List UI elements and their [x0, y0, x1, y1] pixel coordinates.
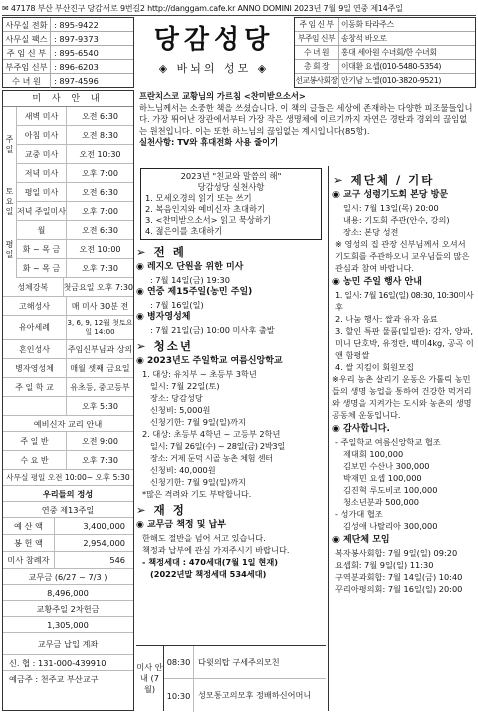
groups-detail: 1. 일시: 7월 16일(일) 08:30, 10:30미사 후: [335, 290, 474, 312]
staff-row: [295, 74, 475, 88]
mass-row: [3, 164, 133, 183]
mass-intention-table: [136, 645, 326, 711]
liturgy-item-detail: : 7월 14일(금) 19:30: [150, 275, 230, 285]
youth-detail: 장소: 거제 둔덕 시골 농촌 체험 센터: [150, 453, 273, 463]
thanks-detail: 청소년분과 500,000: [343, 497, 420, 507]
youth-detail: 신청기한: 7월 9일(일)까지: [150, 477, 246, 487]
contact-label: 사무실 전화: [3, 18, 51, 31]
sacrament-row: [3, 278, 133, 297]
meetings-title: ◉ 제단체 모임: [332, 535, 390, 545]
contact-value: : 897-9373: [54, 34, 99, 44]
catechumen-heading: 예비신자 교리 안내: [3, 416, 133, 432]
parish-name: 당감성당: [153, 25, 275, 55]
sacrament-row: [3, 316, 133, 340]
finance-detail: - 책정세대 : 470세대(7월 1일 현재): [142, 557, 278, 567]
papal-teaching-box: [136, 90, 476, 164]
offering-row: [3, 552, 133, 569]
mass-time: 오전 10:30: [79, 149, 121, 159]
thanks-detail: 김보민 수산나 300,000: [343, 461, 430, 471]
offering-label: 예 산 액: [3, 518, 55, 534]
thanks-title: ◉ 감사합니다.: [332, 424, 390, 434]
mass-time: 오후 7:00: [82, 206, 118, 216]
youth-detail: 신청비: 40,000원: [150, 465, 216, 475]
bulletin-header-line: ✉ 47178 부산 부산진구 당감서로 9번길2 http://danggam.cafe.kr ANNO DOMINI 2023년 7월 9일 연중 제14주일: [2, 2, 476, 16]
staff-label: 선교봉사회장: [295, 74, 339, 88]
youth-detail: *많은 격려와 기도 부탁합니다.: [142, 489, 252, 499]
staff-row: [295, 32, 475, 46]
thanks-detail: 김진혁 루도비코 100,000: [343, 485, 438, 495]
mass-name: 화 ~ 목 금: [17, 259, 67, 277]
year-theme-box: [140, 168, 322, 240]
sacrament-name: 혼인성사: [3, 340, 67, 358]
mass-intention-time: 10:30: [164, 679, 194, 712]
mass-time: 오전 8:30: [82, 130, 118, 140]
arrow-icon: ➢: [136, 245, 154, 259]
thanks-detail: 박재민 요셉 100,000: [343, 473, 422, 483]
account-number: 신. 협 : 131-000-439910: [3, 655, 133, 671]
contact-row: [3, 60, 133, 74]
office-hours: 사무실 평일 오전 10:00~ 오후 5:30: [3, 470, 133, 486]
mass-row: [3, 145, 133, 164]
finance-detail: 책정과 납부에 관심 가져주시기 바랍니다.: [142, 545, 290, 555]
catechumen-class: 수 요 반: [3, 451, 67, 469]
sacrament-time: 첫금요일 오후 7:30: [63, 282, 133, 292]
finance-section-title: ➢ 재 정: [136, 503, 186, 517]
sacrament-name: 고해성사: [3, 297, 67, 315]
mass-time: 오전 10:00: [79, 244, 121, 254]
meeting-detail: 복자봉사회합: 7월 9일(일) 09:20: [335, 548, 458, 558]
staff-label: 수 녀 원: [295, 46, 339, 59]
thanks-detail: - 주일학교 여름신앙학교 협조: [335, 437, 441, 447]
mass-intention-group: 성모통고의모후 정배하신어머니: [198, 690, 312, 700]
sacrament-time: 매 미사 30분 전: [71, 301, 129, 311]
mass-intention-row: [164, 646, 326, 679]
year-theme-subtitle: 당감성당 실천사항: [197, 182, 265, 192]
catechumen-class: 주 일 반: [3, 432, 67, 450]
groups-item-title: ◉ 농민 주일 행사 안내: [332, 277, 422, 287]
mass-row: [3, 221, 133, 240]
contact-value: : 896-6203: [54, 62, 99, 72]
offering-week: 연중 제13주일: [3, 502, 133, 518]
catechumen-row: [3, 432, 133, 451]
groups-detail: 장소: 본당 성전: [343, 227, 399, 237]
liturgy-item-detail: : 7월 16일(일): [150, 300, 204, 310]
mass-intention-label: 미사 안내 (7월): [136, 646, 164, 711]
sacrament-time: 3, 6, 9, 12월 첫토요일 14:00: [67, 318, 133, 336]
mass-schedule: [3, 107, 133, 278]
mass-name: 새벽 미사: [17, 107, 67, 125]
liturgy-item-title: ◉ 레지오 단원을 위한 미사: [136, 262, 244, 272]
arrow-icon: ➢: [136, 339, 154, 353]
staff-value: 홍대 세아원 수녀회/한 수녀회: [341, 48, 437, 57]
mass-name: 월: [17, 221, 67, 239]
mass-row: [3, 202, 133, 221]
staff-value: 안기남 노엘(010-3820-9521): [341, 76, 442, 85]
groups-detail: 4. 쌀 지킴이 회원모집: [335, 362, 414, 372]
sacrament-row: [3, 297, 133, 316]
mass-time: 오전 6:30: [82, 187, 118, 197]
sacrament-name: 주 일 학 교: [3, 378, 67, 396]
groups-note: ※우리 농촌 살리기 운동은 가톨릭 농민들의 생명 농업을 통하여 건강한 먹거리와 생명을 지켜가는 도시와 농촌의 생명 공동체 운동입니다.: [332, 374, 472, 420]
teaching-practice: 실천사항: TV와 휴대전화 사용 줄이기: [139, 137, 279, 147]
group-weekday-label: 평 일: [3, 221, 17, 278]
contact-label: 수 녀 원: [3, 74, 51, 88]
contact-value: : 897-4596: [54, 76, 99, 86]
contact-row: [3, 74, 133, 88]
groups-detail: 내용: 기도회 주관(안수, 강의): [343, 215, 450, 225]
sacrament-name: 성체강복: [3, 278, 64, 296]
sacrament-row: [3, 378, 133, 397]
parish-logo: [134, 17, 294, 88]
meeting-detail: 요셉회: 7월 9일(일) 11:30: [335, 560, 434, 570]
catechumen-time: 오후 7:30: [82, 455, 118, 465]
offering-label: 미사 참례자: [3, 552, 55, 568]
mass-name: 평일 미사: [17, 183, 67, 201]
left-sidebar: [2, 90, 134, 711]
sacrament-time: 주임신부님과 상의: [67, 344, 133, 354]
teaching-title: 프란치스코 교황님의 가르침 <찬미받으소서>: [139, 91, 306, 101]
staff-label: 주 임 신 부: [295, 18, 339, 31]
mass-time: 오후 7:00: [82, 168, 118, 178]
contact-label: 주 임 신 부: [3, 46, 51, 59]
groups-section-title: ➢ 제단체 / 기타: [333, 173, 435, 187]
mass-row: [3, 126, 133, 145]
mass-heading: 미 사 안 내: [3, 91, 133, 107]
groups-note: ※ 영성의 집 관장 신부님께서 오셔서 기도회를 주관하오니 교우님들의 많은 관심과 참여 바랍니다.: [335, 239, 470, 273]
mass-row: [3, 107, 133, 126]
year-theme-item: 4. 젊은이를 초대하기: [145, 226, 223, 236]
staff-value: 이동화 타라주스: [341, 20, 394, 29]
mass-time: 오전 6:30: [82, 111, 118, 121]
sacrament-row: [3, 359, 133, 378]
middle-column: [136, 166, 326, 711]
offering-label: 봉 헌 액: [3, 535, 55, 551]
liturgy-section-title: ➢ 전 례: [136, 245, 186, 259]
finance-detail: 한해도 절반을 넘어 서고 있습니다.: [142, 533, 266, 543]
second-collection-value: 1,305,000: [3, 617, 133, 633]
mass-intention-group: 다윗의탑 구세주의모친: [198, 656, 280, 667]
parish-patron: ◈ 바뇌의 성모 ◈: [158, 62, 270, 75]
mass-name: 교중 미사: [17, 145, 67, 163]
staff-value: 송창석 바오로: [341, 34, 387, 43]
staff-table: [294, 17, 476, 88]
account-holder: 예금주 : 천주교 부산교구: [9, 674, 99, 684]
youth-detail: 일시: 7월 22일(토): [150, 381, 220, 391]
youth-detail: 1. 대상: 유치부 ~ 초등부 3학년: [142, 369, 257, 379]
youth-section-title: ➢ 청소년: [136, 339, 193, 353]
youth-detail: 일시: 7월 26일(수) ~ 28일(금) 2박3일: [150, 441, 285, 451]
contact-label: 부주임 신부: [3, 60, 51, 73]
sacrament-row: [3, 397, 133, 416]
liturgy-item-title: ◉ 병자영성체: [136, 312, 191, 322]
catechumen-time: 오전 9:00: [82, 436, 118, 446]
youth-item-title: ◉ 2023년도 주일학교 여름신앙학교: [136, 356, 283, 366]
liturgy-item-title: ◉ 연중 제15주일(농민 주일): [136, 287, 253, 297]
mass-name: 저녁 주일미사: [17, 202, 67, 220]
catechumen-row: [3, 451, 133, 470]
tithe-value: 8,496,000: [3, 585, 133, 601]
group-saturday-label: 토 요 일: [3, 183, 17, 221]
mass-name: 화 ~ 목 금: [17, 240, 67, 258]
staff-row: [295, 60, 475, 74]
tithe-label: 교무금 (6/27 ~ 7/3 ): [3, 569, 133, 585]
sacrament-name: 병자영성체: [3, 359, 67, 377]
staff-label: 부주임 신부: [295, 32, 339, 45]
sacrament-time: 오후 5:30: [82, 401, 118, 411]
contact-label: 사무실 팩스: [3, 32, 51, 45]
contact-row: [3, 18, 133, 32]
offering-row: [3, 518, 133, 535]
mass-intention-time: 08:30: [164, 646, 194, 678]
year-theme-title: 2023년 "친교와 말씀의 해": [180, 171, 282, 181]
arrow-icon: ➢: [333, 173, 351, 187]
contact-value: : 895-9422: [54, 20, 99, 30]
sacrament-name: 유아세례: [3, 316, 67, 339]
youth-detail: 장소: 당감성당: [150, 393, 203, 403]
staff-row: [295, 46, 475, 60]
staff-row: [295, 18, 475, 32]
group-sunday-label: 주 일: [3, 107, 17, 183]
mass-row: [3, 240, 133, 259]
offering-row: [3, 535, 133, 552]
groups-detail: 일시: 7월 13일(목) 20:00: [343, 203, 439, 213]
staff-label: 총 회 장: [295, 60, 339, 73]
youth-detail: 신청기한: 7월 9일(일)까지: [150, 417, 246, 427]
contact-row: [3, 32, 133, 46]
mass-row: [3, 183, 133, 202]
sacrament-time: 유초등, 중고등부: [70, 382, 130, 392]
youth-detail: 신청비: 5,000원: [150, 405, 211, 415]
year-theme-item: 1. 모세오경의 읽기 또는 쓰기: [145, 193, 252, 203]
mass-intention-row: [164, 679, 326, 712]
year-theme-item: 3. <찬미받으소서> 읽고 묵상하기: [145, 215, 271, 225]
meeting-detail: 구역분과회합: 7월 14일(금) 10:40: [335, 572, 463, 582]
contact-row: [3, 46, 133, 60]
sacrament-row: [3, 340, 133, 359]
mass-time: 오전 6:30: [82, 225, 118, 235]
sacrament-name: [3, 397, 67, 415]
mass-row: [3, 259, 133, 278]
thanks-detail: - 성가대 협조: [335, 509, 383, 519]
youth-detail: 2. 대상: 초등부 4학년 ~ 고등부 2학년: [142, 429, 281, 439]
teaching-body: 하느님께서는 소중한 책을 쓰셨습니다. 이 책의 글들은 세상에 존재하는 다양한 피조물들입니다. 가장 뛰어난 장관에서부터 가장 작은 생명체에 이르기까지 자연은 경탄과 경외의 끊임없는 원천입니다. 이는 또한 하느님의 끊임없는 계시입니다(85항).: [139, 102, 473, 136]
offering-value: 3,400,000: [83, 521, 125, 531]
contact-value: : 895-6540: [54, 48, 99, 58]
liturgy-item-detail: : 7월 21일(금) 10:00 미사후 출발: [150, 325, 275, 335]
sacrament-time: 매월 셋째 금요일: [70, 363, 130, 373]
groups-detail: 2. 나눔 행사: 쌀과 유자 음료: [335, 314, 438, 324]
finance-detail: (2022년말 책정세대 534세대): [150, 569, 267, 579]
finance-item-title: ◉ 교무금 책정 및 납부: [136, 520, 226, 530]
groups-detail: 3. 할인 특판 물품(일일판): 감자, 양파, 미니 단호박, 유정란, 백미4kg, 공곡 이앤 함평쌀: [335, 326, 474, 360]
groups-item-title: ◉ 교구 성령기도회 본당 방문: [332, 190, 449, 200]
thanks-detail: 김성애 나탈리아 300,000: [343, 521, 438, 531]
right-column: [328, 166, 476, 711]
account-heading: 교무금 납입 계좌: [3, 633, 133, 655]
meeting-detail: 꾸리아평의회: 7월 16일(일) 20:00: [335, 584, 463, 594]
arrow-icon: ➢: [136, 503, 154, 517]
mass-name: 저녁 미사: [17, 164, 67, 182]
thanks-detail: 제대회 100,000: [343, 449, 404, 459]
offering-value: 546: [109, 555, 125, 565]
year-theme-item: 2. 복음인지와 예비신자 초대하기: [145, 204, 266, 214]
mass-name: 아침 미사: [17, 126, 67, 144]
second-collection-label: 교황주일 2차헌금: [3, 601, 133, 617]
contact-table: [2, 17, 134, 88]
staff-value: 이대환 요셉(010-5480-5354): [341, 62, 442, 71]
offering-value: 2,954,000: [83, 538, 125, 548]
mass-time: 오후 7:30: [82, 263, 118, 273]
offering-heading: 우리들의 정성: [3, 486, 133, 502]
